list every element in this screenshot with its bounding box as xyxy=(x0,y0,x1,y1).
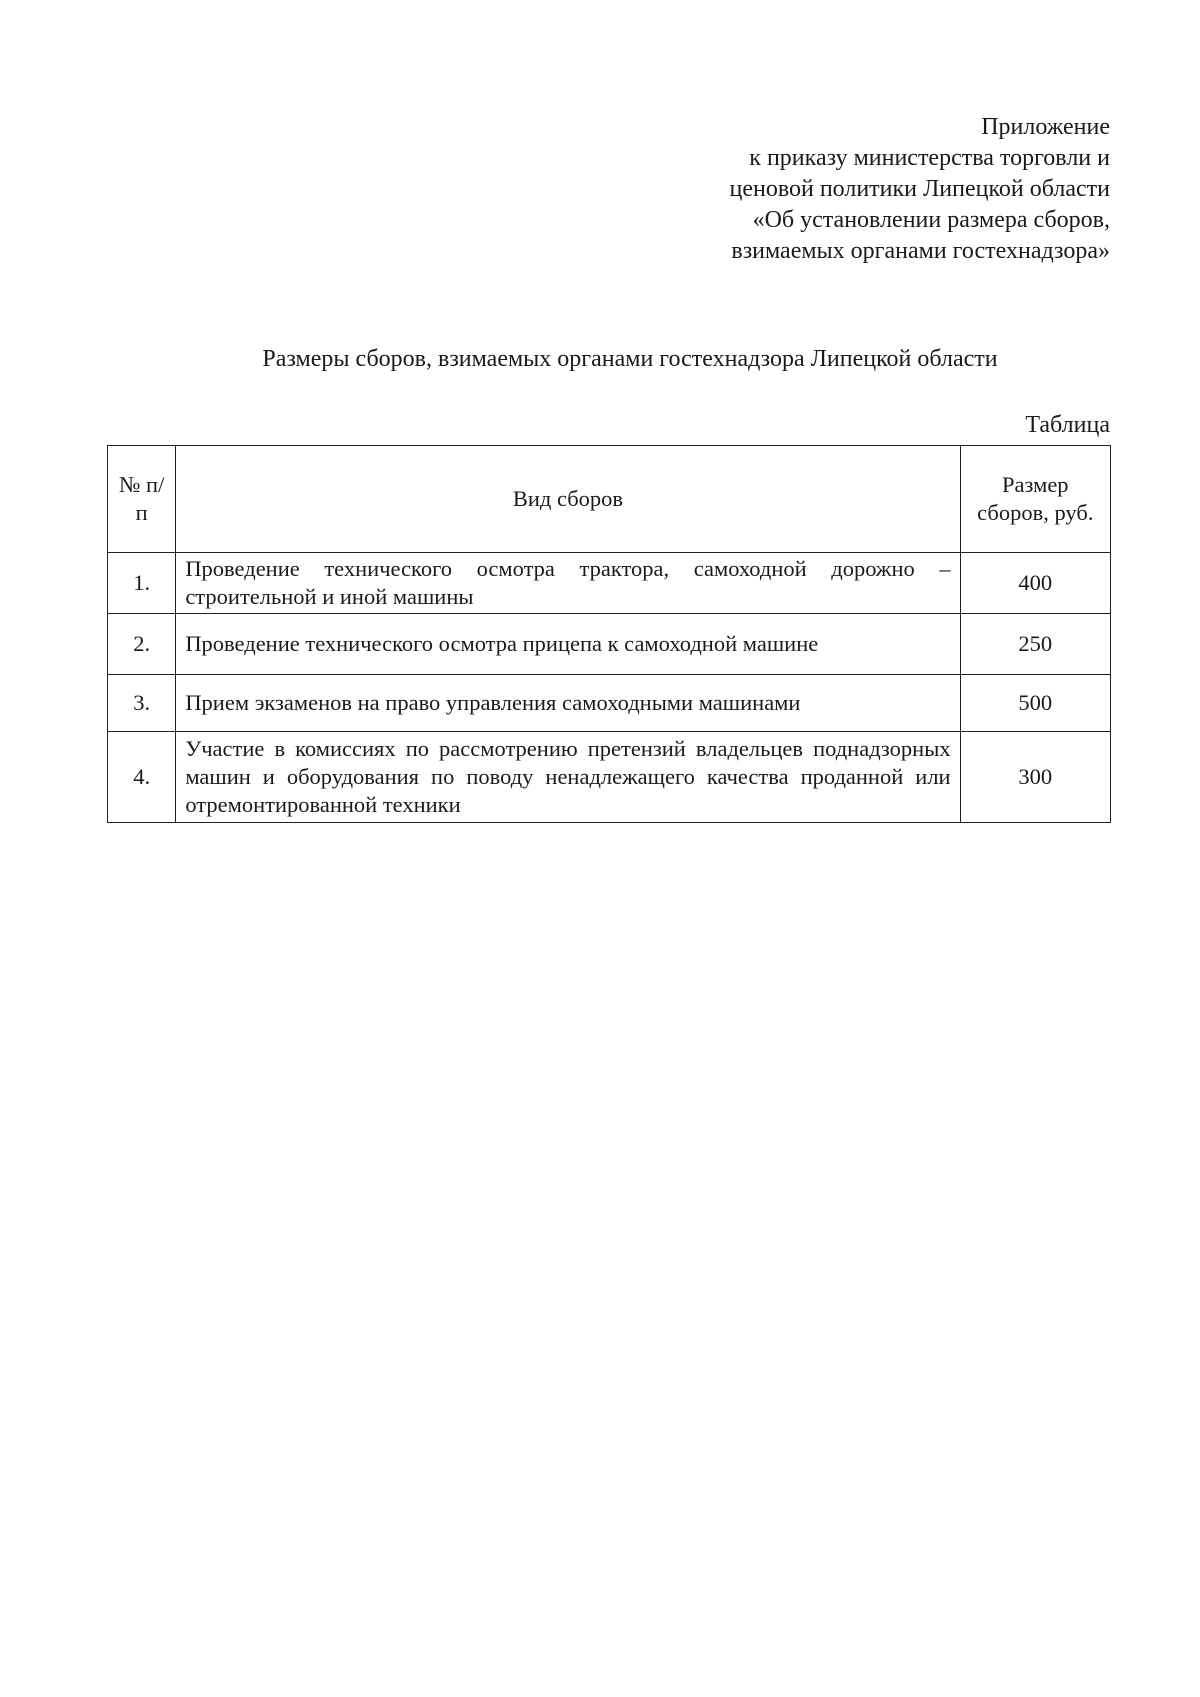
header-num: № п/п xyxy=(108,446,176,553)
appendix-line: ценовой политики Липецкой области xyxy=(729,176,1110,202)
row-num: 4. xyxy=(108,732,176,823)
fees-table xyxy=(107,445,1111,823)
table-row xyxy=(108,553,1111,614)
appendix-line: к приказу министерства торговли и xyxy=(749,145,1110,171)
row-amount: 300 xyxy=(960,732,1110,823)
table-row xyxy=(108,675,1111,732)
table-row xyxy=(108,732,1111,823)
row-amount: 400 xyxy=(960,553,1110,614)
row-amount: 500 xyxy=(960,675,1110,732)
row-num: 1. xyxy=(108,553,176,614)
document-title: Размеры сборов, взимаемых органами гостехнадзора Липецкой области xyxy=(262,346,998,372)
row-kind xyxy=(176,553,960,614)
appendix-line: «Об установлении размера сборов, xyxy=(752,207,1110,233)
header-kind: Вид сборов xyxy=(176,446,960,553)
row-kind-text: Прием экзаменов на право управления самоходными машинами xyxy=(185,690,801,715)
row-kind-text: Проведение технического осмотра трактора, самоходной дорожно – строительной и иной машины xyxy=(185,556,951,609)
table-header-row xyxy=(108,446,1111,553)
row-amount: 250 xyxy=(960,614,1110,675)
appendix-header xyxy=(729,112,1110,267)
row-kind xyxy=(176,675,960,732)
row-kind xyxy=(176,614,960,675)
appendix-line: Приложение xyxy=(981,114,1110,140)
table-row xyxy=(108,614,1111,675)
row-kind xyxy=(176,732,960,823)
row-kind-text: Участие в комиссиях по рассмотрению претензий владельцев поднадзорных машин и оборудования по поводу ненадлежащего качества проданной или отремонтированной техники xyxy=(185,736,951,817)
row-num: 3. xyxy=(108,675,176,732)
row-kind-text: Проведение технического осмотра прицепа к самоходной машине xyxy=(185,631,819,656)
appendix-line: взимаемых органами гостехнадзора» xyxy=(731,238,1110,264)
header-amount: Размер сборов, руб. xyxy=(960,446,1110,553)
table-label: Таблица xyxy=(1025,412,1110,438)
row-num: 2. xyxy=(108,614,176,675)
